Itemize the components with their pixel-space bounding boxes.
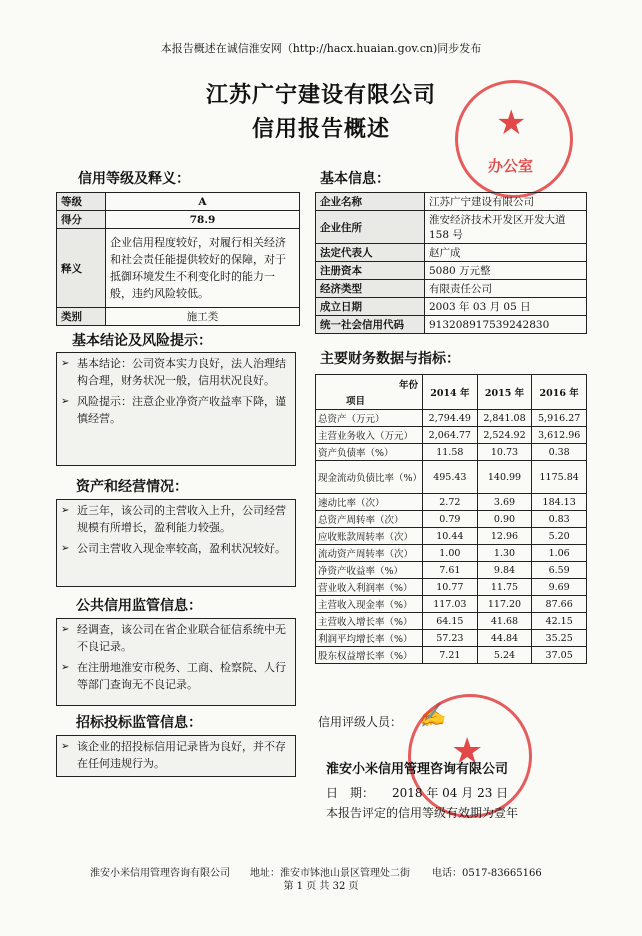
finance-value: 44.84	[477, 630, 532, 647]
finance-value: 7.61	[423, 562, 478, 579]
footer-address: 地址：淮安市钵池山景区管理处二街	[250, 868, 410, 879]
info-row: 企业住所 淮安经济技术开发区开发大道 158 号	[316, 211, 587, 244]
bidding-heading: 招标投标监管信息：	[76, 715, 202, 731]
finance-value: 37.05	[532, 647, 587, 664]
finance-value: 0.79	[423, 511, 478, 528]
list-item: ➢ 经调查，该公司在省企业联合征信系统中无不良记录。	[61, 623, 286, 653]
finance-item-name: 流动资产周转率（次）	[316, 545, 423, 562]
finance-value: 9.69	[532, 579, 587, 596]
basic-info-heading: 基本信息：	[320, 171, 390, 187]
footer-phone: 电话：0517-83665166	[432, 868, 542, 879]
finance-row	[316, 647, 587, 664]
list-item: ➢ 公司主营收入现金率较高，盈利状况较好。	[61, 542, 286, 555]
info-row: 企业名称 江苏广宁建设有限公司	[316, 193, 587, 211]
grade-heading: 信用等级及释义：	[78, 171, 190, 187]
validity-note: 本报告评定的信用等级有效期为壹年	[326, 806, 519, 820]
finance-row	[316, 410, 587, 427]
finance-item-name: 速动比率（次）	[316, 494, 423, 511]
bidding-box	[56, 735, 296, 777]
official-seal	[455, 80, 573, 198]
info-row: 成立日期 2003 年 03 月 05 日	[316, 298, 587, 316]
finance-value: 140.99	[477, 461, 532, 494]
finance-row	[316, 579, 587, 596]
arrow-bullet-icon: ➢	[61, 741, 70, 752]
finance-value: 12.96	[477, 528, 532, 545]
conclusion-box	[56, 352, 296, 466]
finance-value: 3.69	[477, 494, 532, 511]
list-item: ➢ 该企业的招投标信用记录皆为良好，并不存在任何违规行为。	[61, 740, 286, 770]
list-item: ➢ 风险提示：注意企业净资产收益率下降，谨慎经营。	[61, 395, 286, 425]
finance-value: 10.73	[477, 444, 532, 461]
finance-item-name: 净资产收益率（%）	[316, 562, 423, 579]
finance-value: 5.20	[532, 528, 587, 545]
finance-row	[316, 596, 587, 613]
finance-item-name: 营业收入利润率（%）	[316, 579, 423, 596]
public-heading: 公共信用监管信息：	[76, 598, 202, 614]
finance-value: 35.25	[532, 630, 587, 647]
category-row: 类别 施工类	[57, 308, 300, 326]
finance-item-name: 股东权益增长率（%）	[316, 647, 423, 664]
arrow-bullet-icon: ➢	[61, 358, 70, 369]
finance-value: 5.24	[477, 647, 532, 664]
finance-value: 117.03	[423, 596, 478, 613]
finance-row	[316, 461, 587, 494]
finance-value: 2,841.08	[477, 410, 532, 427]
finance-item-name: 利润平均增长率（%）	[316, 630, 423, 647]
finance-row	[316, 545, 587, 562]
arrow-bullet-icon: ➢	[61, 624, 70, 635]
info-row: 注册资本 5080 万元整	[316, 262, 587, 280]
finance-table	[315, 374, 587, 664]
finance-value: 3,612.96	[532, 427, 587, 444]
finance-value: 0.83	[532, 511, 587, 528]
assets-heading: 资产和经营情况：	[76, 479, 188, 495]
finance-value: 87.66	[532, 596, 587, 613]
basic-info-table	[315, 192, 587, 334]
finance-value: 5,916.27	[532, 410, 587, 427]
finance-row	[316, 528, 587, 545]
finance-value: 1.06	[532, 545, 587, 562]
signature-image: ✍	[416, 702, 448, 731]
finance-value: 64.15	[423, 613, 478, 630]
score-row: 得分 78.9	[57, 211, 300, 229]
finance-item-name: 应收账款周转率（次）	[316, 528, 423, 545]
finance-value: 11.58	[423, 444, 478, 461]
arrow-bullet-icon: ➢	[61, 662, 70, 673]
grade-row: 等级 A	[57, 193, 300, 211]
arrow-bullet-icon: ➢	[61, 543, 70, 554]
finance-value: 117.20	[477, 596, 532, 613]
finance-row	[316, 444, 587, 461]
finance-item-name: 总资产（万元）	[316, 410, 423, 427]
finance-value: 7.21	[423, 647, 478, 664]
finance-value: 10.77	[423, 579, 478, 596]
finance-item-name: 资产负债率（%）	[316, 444, 423, 461]
info-row: 法定代表人 赵广成	[316, 244, 587, 262]
arrow-bullet-icon: ➢	[61, 396, 70, 407]
finance-value: 6.59	[532, 562, 587, 579]
finance-value: 2.72	[423, 494, 478, 511]
finance-row	[316, 511, 587, 528]
finance-heading: 主要财务数据与指标：	[320, 351, 460, 367]
seal-star-icon: ★	[451, 731, 484, 772]
page-number: 第 1 页 共 32 页	[283, 881, 359, 892]
grade-table	[56, 192, 300, 326]
finance-value: 10.44	[423, 528, 478, 545]
report-title: 信用报告概述	[251, 116, 390, 142]
finance-value: 1.30	[477, 545, 532, 562]
finance-value: 2,064.77	[423, 427, 478, 444]
finance-value: 1.00	[423, 545, 478, 562]
finance-item-name: 总资产周转率（次）	[316, 511, 423, 528]
finance-value: 2,794.49	[423, 410, 478, 427]
seal-star-icon: ★	[496, 103, 527, 143]
corner-cell: 年份 项目	[316, 375, 423, 410]
finance-item-name: 主营收入现金率（%）	[316, 596, 423, 613]
finance-value: 184.13	[532, 494, 587, 511]
finance-header-row: 年份 项目 2014 年 2015 年 2016 年	[316, 375, 587, 410]
info-row: 统一社会信用代码 913208917539242830	[316, 316, 587, 334]
finance-row	[316, 562, 587, 579]
finance-value: 1175.84	[532, 461, 587, 494]
report-date: 2018 年 04 月 23 日	[392, 786, 509, 800]
finance-value: 57.23	[423, 630, 478, 647]
info-row: 经济类型 有限责任公司	[316, 280, 587, 298]
finance-row	[316, 427, 587, 444]
footer-company: 淮安小米信用管理咨询有限公司	[90, 868, 230, 879]
finance-value: 42.15	[532, 613, 587, 630]
finance-value: 0.90	[477, 511, 532, 528]
rater-label: 信用评级人员：	[318, 715, 403, 729]
header-note: 本报告概述在诚信淮安网（http://hacx.huaian.gov.cn)同步发布	[160, 42, 482, 55]
finance-value: 11.75	[477, 579, 532, 596]
finance-row	[316, 630, 587, 647]
finance-item-name: 主营业务收入（万元）	[316, 427, 423, 444]
date-label: 日 期：	[326, 786, 375, 800]
finance-row	[316, 613, 587, 630]
finance-value: 41.68	[477, 613, 532, 630]
list-item: ➢ 基本结论：公司资本实力良好，法人治理结构合理，财务状况一般，信用状况良好。	[61, 357, 286, 387]
finance-item-name: 现金流动负债比率（%）	[316, 461, 423, 494]
seal-text: 办公室	[488, 157, 534, 175]
finance-value: 2,524.92	[477, 427, 532, 444]
finance-value: 9.84	[477, 562, 532, 579]
finance-value: 0.38	[532, 444, 587, 461]
public-box	[56, 618, 296, 706]
list-item: ➢ 在注册地淮安市税务、工商、检察院、人行等部门查询无不良记录。	[61, 661, 286, 691]
finance-row	[316, 494, 587, 511]
arrow-bullet-icon: ➢	[61, 505, 70, 516]
finance-value: 495.43	[423, 461, 478, 494]
definition-row: 释义 企业信用程度较好，对履行相关经济和社会责任能提供较好的保障，对于抵御环境发生不利变化时的能力一般，违约风险较低。	[57, 229, 300, 308]
assets-box	[56, 499, 296, 587]
agency-name: 淮安小米信用管理咨询有限公司	[326, 762, 509, 777]
conclusion-heading: 基本结论及风险提示：	[72, 333, 212, 349]
list-item: ➢ 近三年，该公司的主营收入上升，公司经营规模有所增长，盈利能力较强。	[61, 504, 286, 534]
company-title: 江苏广宁建设有限公司	[205, 82, 436, 108]
finance-item-name: 主营收入增长率（%）	[316, 613, 423, 630]
